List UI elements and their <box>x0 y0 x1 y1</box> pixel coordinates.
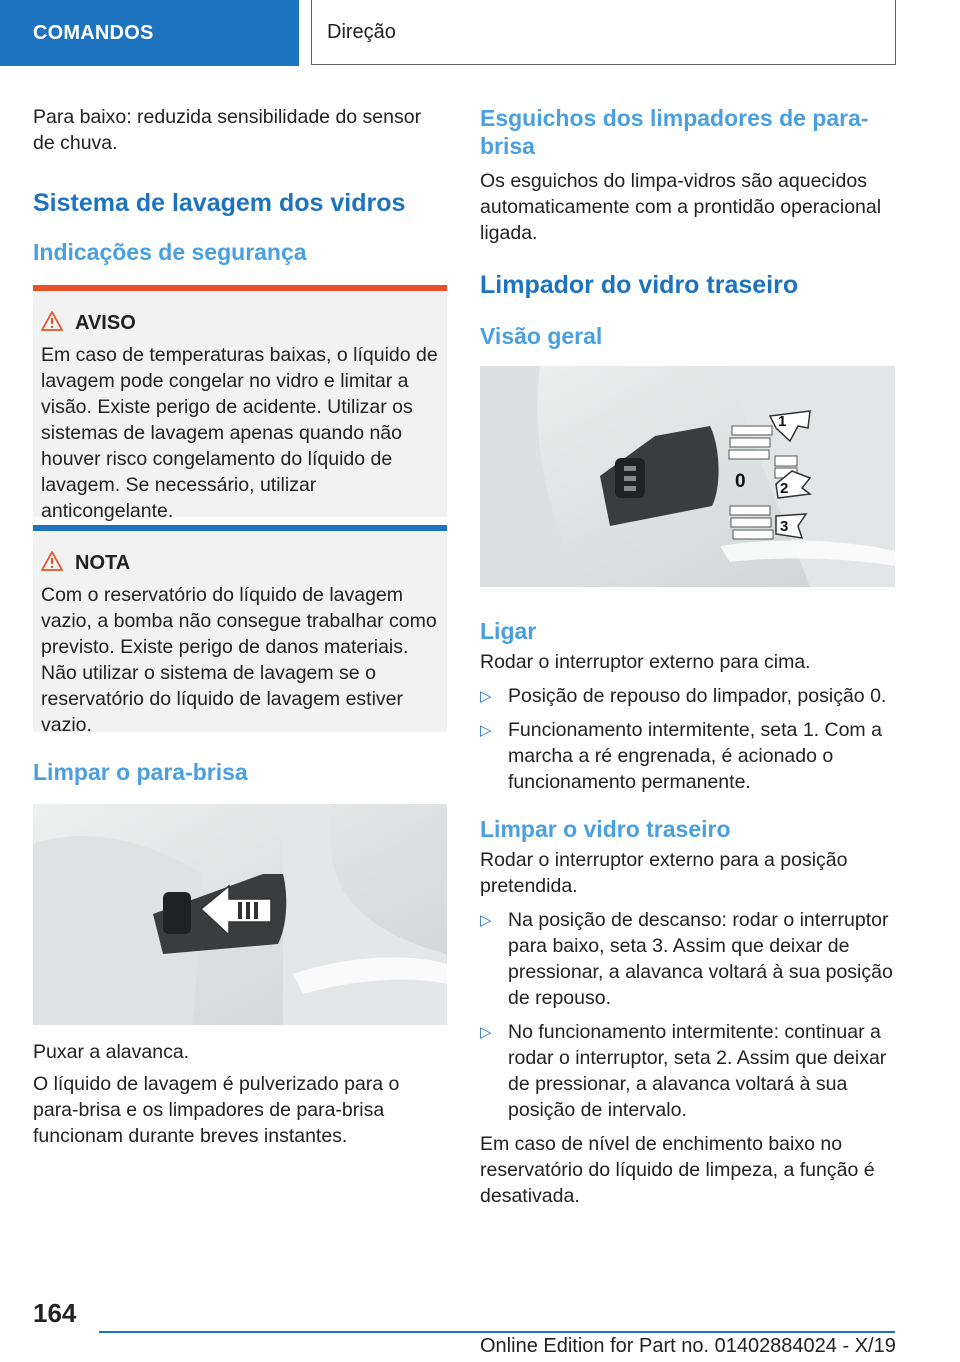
bullet-triangle-icon: ▷ <box>480 912 492 929</box>
footer-edition: Online Edition for Part no. 01402884024 - X/19 <box>480 1335 896 1357</box>
paragraph-nivel: Em caso de nível de enchimento baixo no reservatório do líquido de limpeza, a função é desativada. <box>480 1133 875 1207</box>
section-tab: COMANDOS <box>0 0 299 66</box>
heading-limpar-vidro-traseiro: Limpar o vidro traseiro <box>480 816 731 842</box>
bullet-triangle-icon: ▷ <box>480 1024 492 1041</box>
list-item-text: No funcionamento intermitente: continuar a rodar o interruptor, seta 2. Assim que deixar de pressionar, a alavanca voltará à sua posição de intervalo. <box>508 1021 887 1121</box>
paragraph-esguichos: Os esguichos do limpa-vidros são aquecidos automaticamente com a prontidão operacional ligada. <box>480 170 882 244</box>
left-column <box>33 98 447 1149</box>
paragraph-liquido: O líquido de lavagem é pulverizado para o para-brisa e os limpadores de para-brisa funcionam durante breves instantes. <box>33 1073 400 1147</box>
footer-divider <box>99 1331 895 1333</box>
bullet-triangle-icon: ▷ <box>480 722 492 739</box>
heading-sistema-lavagem: Sistema de lavagem dos vidros <box>33 189 406 217</box>
warning-text: Em caso de temperaturas baixas, o líquido de lavagem pode congelar no vidro e limitar a visão. Existe perigo de acidente. Utilizar os sistemas de lavagem apenas quando não houver risco congelamento do líquido de lavagem. Se necessário, utilizar anticongelante. <box>41 344 438 522</box>
right-column <box>480 98 895 1209</box>
heading-indicacoes-seguranca: Indicações de segurança <box>33 239 307 265</box>
warning-label: AVISO <box>75 312 136 334</box>
limpar-list <box>480 907 895 1123</box>
bullet-triangle-icon: ▷ <box>480 688 492 705</box>
list-item-text: Funcionamento intermitente, seta 1. Com a marcha a ré engrenada, é acionado o funcionamento permanente. <box>508 719 882 793</box>
note-box-title <box>41 551 439 576</box>
heading-visao-geral: Visão geral <box>480 323 603 349</box>
warning-triangle-icon <box>41 551 63 576</box>
subsection-title: Direção <box>311 0 896 65</box>
heading-ligar: Ligar <box>480 618 537 644</box>
warning-box <box>33 285 447 522</box>
page-number: 164 <box>33 1298 77 1328</box>
warning-box-title <box>41 311 439 336</box>
heading-limpador-traseiro: Limpador do vidro traseiro <box>480 271 799 299</box>
lever-pull-illustration <box>33 804 447 1025</box>
list-item-text: Posição de repouso do limpador, posição 0. <box>508 685 887 707</box>
heading-limpar-para-brisa: Limpar o para-brisa <box>33 759 248 785</box>
label-1: 1 <box>778 413 787 430</box>
paragraph-puxar: Puxar a alavanca. <box>33 1041 190 1063</box>
list-item-text: Na posição de descanso: rodar o interruptor para baixo, seta 3. Assim que deixar de pressionar, a alavanca voltará à sua posição de repouso. <box>508 909 893 1009</box>
label-3: 3 <box>780 518 789 535</box>
rear-wiper-illustration <box>480 366 895 587</box>
list-item <box>480 717 895 795</box>
paragraph-rodar-pretendida: Rodar o interruptor externo para a posição pretendida. <box>480 849 848 897</box>
list-item <box>480 907 895 1011</box>
ligar-list <box>480 683 895 795</box>
list-item <box>480 683 895 709</box>
label-2: 2 <box>780 480 789 497</box>
paragraph-rodar-cima: Rodar o interruptor externo para cima. <box>480 651 811 673</box>
figure-rear-wiper-switch <box>480 366 895 587</box>
heading-esguichos: Esguichos dos limpadores de para-brisa <box>480 105 869 159</box>
intro-paragraph: Para baixo: reduzida sensibilidade do sensor de chuva. <box>33 106 422 154</box>
list-item <box>480 1019 895 1123</box>
label-0: 0 <box>735 471 746 492</box>
note-text: Com o reservatório do líquido de lavagem vazio, a bomba não consegue trabalhar como previsto. Existe perigo de danos materiais. Não utilizar o sistema de lavagem se o reservatório do líquido de lavagem estiver vazio. <box>41 584 437 736</box>
note-box <box>33 525 447 736</box>
warning-triangle-icon <box>41 311 63 336</box>
note-label: NOTA <box>75 552 131 574</box>
figure-lever-pull <box>33 804 447 1025</box>
